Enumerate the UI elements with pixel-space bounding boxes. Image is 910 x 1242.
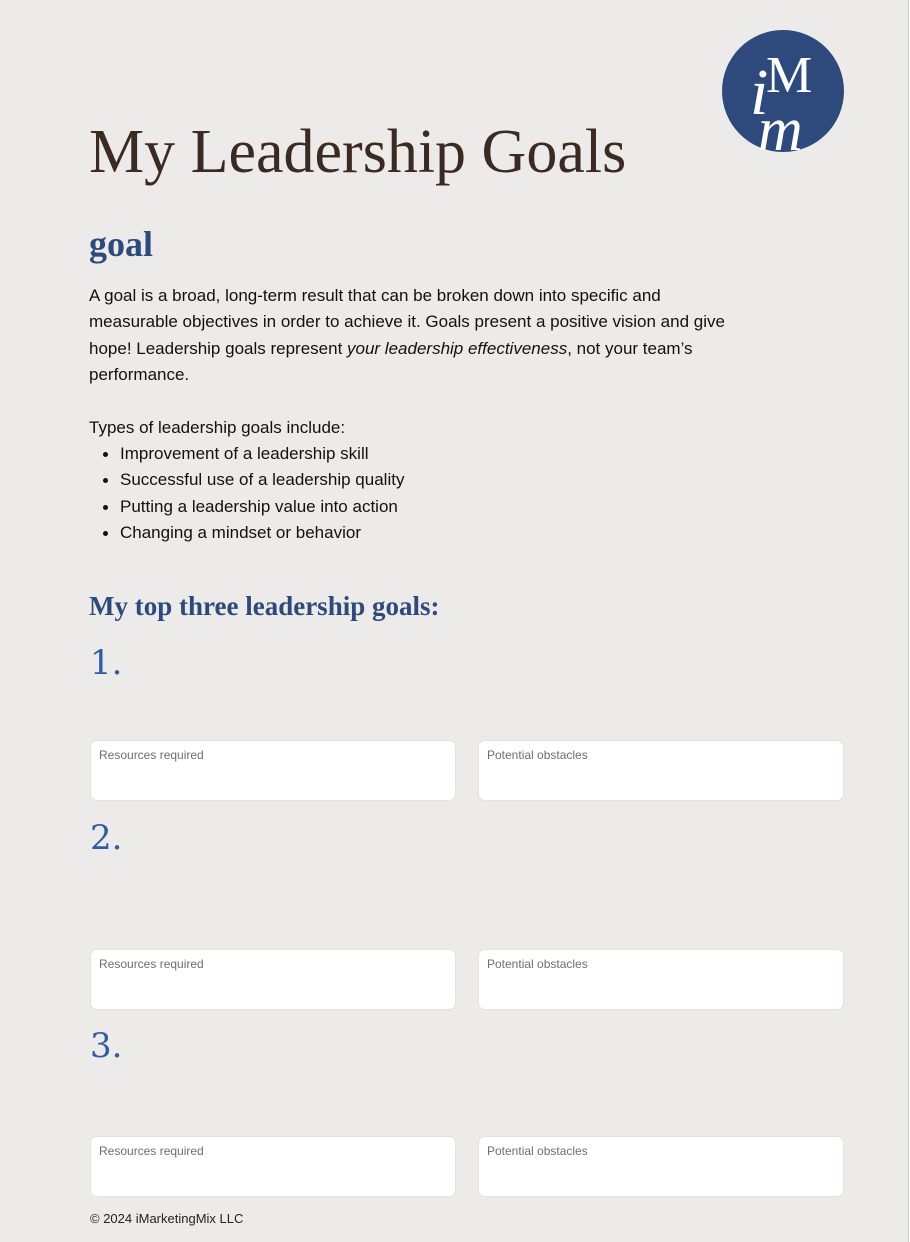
goal-2-resources-field[interactable] [91, 950, 455, 1009]
resources-required-label: Resources required [99, 748, 204, 762]
goal-3-number: 3. [90, 1026, 123, 1066]
goal-3-resources-field[interactable] [91, 1137, 455, 1196]
goal-1-obstacles-field[interactable] [479, 741, 843, 800]
list-item-text: Putting a leadership value into action [120, 496, 398, 516]
goal-definition [89, 283, 749, 389]
svg-text:i: i [750, 56, 769, 129]
list-item-text: Changing a mindset or behavior [120, 522, 361, 542]
goal-2-obstacles-field[interactable] [479, 950, 843, 1009]
list-item [89, 494, 404, 520]
svg-text:M: M [766, 47, 813, 104]
potential-obstacles-label: Potential obstacles [487, 957, 588, 971]
types-intro: Types of leadership goals include: [89, 418, 346, 437]
goal-types-list [89, 441, 404, 546]
definition-text-end: , not your team’s performance. [89, 338, 693, 385]
definition-text-start: A goal is a broad, long-term result that can be broken down into specific and measurable objectives in order to achieve it. Goals present a positive vision and give hope! Leadership goals represent [89, 286, 725, 358]
list-item-text: Improvement of a leadership skill [120, 444, 369, 463]
list-item [89, 467, 404, 493]
goal-2-number: 2. [90, 818, 123, 858]
goal-1-resources-field[interactable] [91, 741, 455, 800]
resources-required-label: Resources required [99, 957, 204, 971]
definition-emphasis: your leadership effectiveness [347, 338, 568, 358]
list-item [89, 520, 404, 546]
potential-obstacles-label: Potential obstacles [487, 1144, 588, 1158]
bullet-icon [103, 478, 108, 483]
list-item [89, 441, 404, 467]
goal-heading: goal [89, 224, 154, 264]
top-goals-heading: My top three leadership goals: [89, 591, 440, 621]
svg-text:m: m [758, 96, 803, 152]
resources-required-label: Resources required [99, 1144, 204, 1158]
list-item-text: Successful use of a leadership quality [120, 470, 405, 490]
bullet-icon [103, 531, 108, 536]
bullet-icon [103, 452, 108, 457]
potential-obstacles-label: Potential obstacles [487, 748, 588, 762]
goal-1-number: 1. [90, 643, 123, 683]
copyright-footer: © 2024 iMarketingMix LLC [90, 1211, 244, 1226]
goal-3-obstacles-field[interactable] [479, 1137, 843, 1196]
imarketingmix-logo [722, 30, 844, 152]
page-title: My Leadership Goals [89, 118, 627, 186]
bullet-icon [103, 505, 108, 510]
